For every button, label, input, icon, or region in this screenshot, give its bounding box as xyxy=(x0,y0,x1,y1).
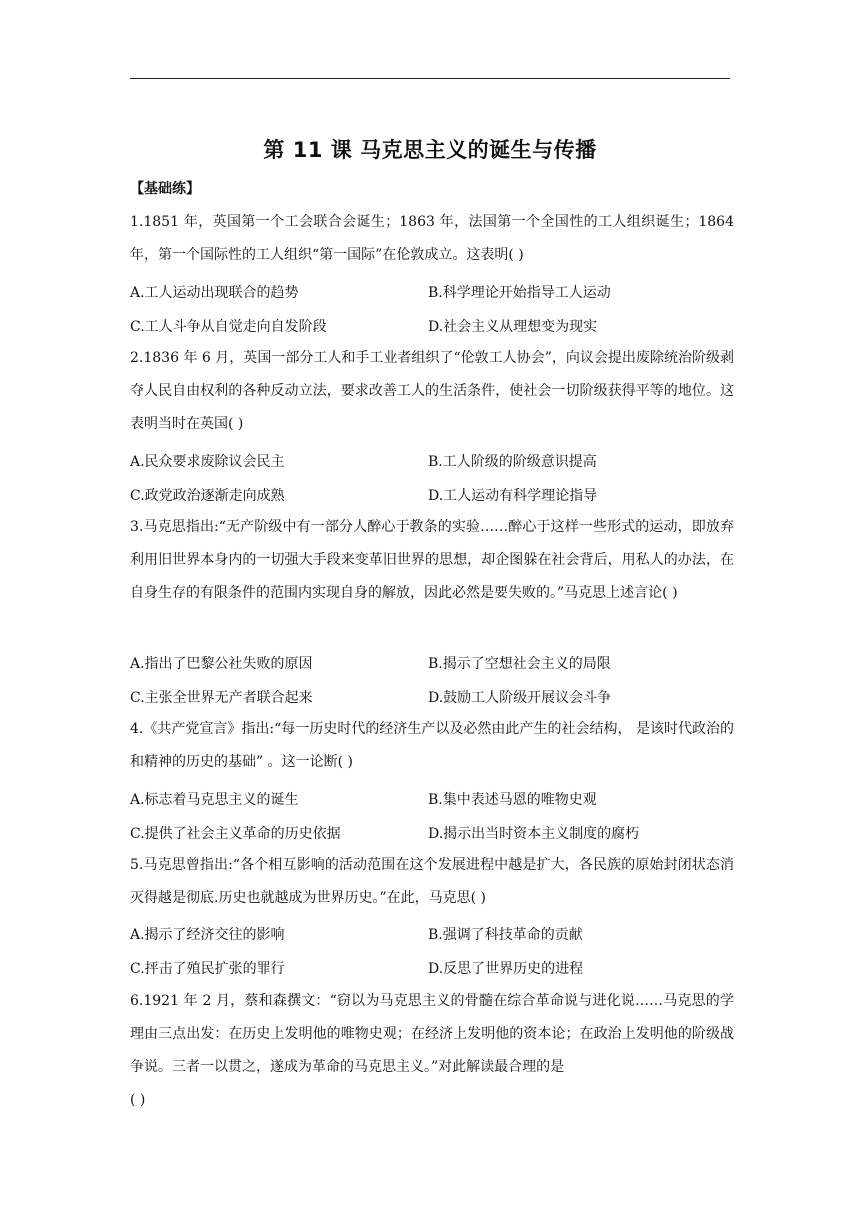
q1-option-c[interactable]: C.工人斗争从自觉走向自发阶段 xyxy=(130,319,327,335)
question-5-stem: 5.马克思曾指出:“各个相互影响的活动范围在这个发展进程中越是扩大，各民族的原始封闭状态消灭得越是彻底.历史也就越成为世界历史。”在此，马克思( ) xyxy=(130,857,734,906)
q2-option-c[interactable]: C.政党政治逐渐走向成熟 xyxy=(130,488,285,504)
q1-option-d[interactable]: D.社会主义从理想变为现实 xyxy=(428,319,598,335)
q1-option-b[interactable]: B.科学理论开始指导工人运动 xyxy=(428,285,611,301)
q5-option-b[interactable]: B.强调了科技革命的贡献 xyxy=(428,927,583,943)
page-title: 第 11 课 马克思主义的诞生与传播 xyxy=(263,138,597,162)
question-1-stem: 1.1851 年，英国第一个工会联合会诞生；1863 年，法国第一个全国性的工人组织诞生；1864 年，第一个国际性的工人组织“第一国际”在伦敦成立。这表明( ) xyxy=(130,214,734,263)
question-4-stem: 4.《共产党宣言》指出:“每一历史时代的经济生产以及必然由此产生的社会结构， 是该时代政治的和精神的历史的基础” 。这一论断( ) xyxy=(130,721,734,770)
q2-option-a[interactable]: A.民众要求废除议会民主 xyxy=(130,454,285,470)
q4-option-b[interactable]: B.集中表述马恩的唯物史观 xyxy=(428,792,597,808)
q5-option-a[interactable]: A.揭示了经济交往的影响 xyxy=(130,927,285,943)
q3-option-a[interactable]: A.指出了巴黎公社失败的原因 xyxy=(130,656,313,672)
q4-option-c[interactable]: C.提供了社会主义革命的历史依据 xyxy=(130,826,341,842)
q4-option-a[interactable]: A.标志着马克思主义的诞生 xyxy=(130,792,299,808)
q5-option-c[interactable]: C.抨击了殖民扩张的罪行 xyxy=(130,961,285,977)
question-3-stem: 3.马克思指出:“无产阶级中有一部分人醉心于教条的实验……醉心于这样一些形式的运动，即放弃利用旧世界本身内的一切强大手段来变革旧世界的思想，却企图躲在社会背后，用私人的办法，在自身生存的有限条件的范围内实现自身的解放，因此必然是要失败的。”马克思上述言论( ) xyxy=(130,519,734,601)
q5-option-d[interactable]: D.反思了世界历史的进程 xyxy=(428,961,584,977)
q3-option-b[interactable]: B.揭示了空想社会主义的局限 xyxy=(428,656,611,672)
header-rule xyxy=(130,78,730,79)
q1-option-a[interactable]: A.工人运动出现联合的趋势 xyxy=(130,285,299,301)
q2-option-d[interactable]: D.工人运动有科学理论指导 xyxy=(428,488,598,504)
question-6-stem: 6.1921 年 2 月，蔡和森撰文：“窃以为马克思主义的骨髓在综合革命说与进化说……马克思的学理由三点出发：在历史上发明他的唯物史观；在经济上发明他的资本论；在政治上发明他的阶级战争说。三者一以贯之，遂成为革命的马克思主义。”对此解读最合理的是 xyxy=(130,993,734,1075)
q3-option-c[interactable]: C.主张全世界无产者联合起来 xyxy=(130,690,313,706)
q3-option-d[interactable]: D.鼓励工人阶级开展议会斗争 xyxy=(428,690,612,706)
q4-option-d[interactable]: D.揭示出当时资本主义制度的腐朽 xyxy=(428,826,640,842)
q2-option-b[interactable]: B.工人阶级的阶级意识提高 xyxy=(428,454,597,470)
question-2-stem: 2.1836 年 6 月，英国一部分工人和手工业者组织了“伦敦工人协会”，向议会提出废除统治阶级剥夺人民自由权利的各种反动立法，要求改善工人的生活条件，使社会一切阶级获得平等的地位。这表明当时在英国( ) xyxy=(130,350,734,432)
q6-answer-bracket[interactable]: ( ) xyxy=(130,1092,146,1108)
section-heading: 【基础练】 xyxy=(130,181,200,197)
